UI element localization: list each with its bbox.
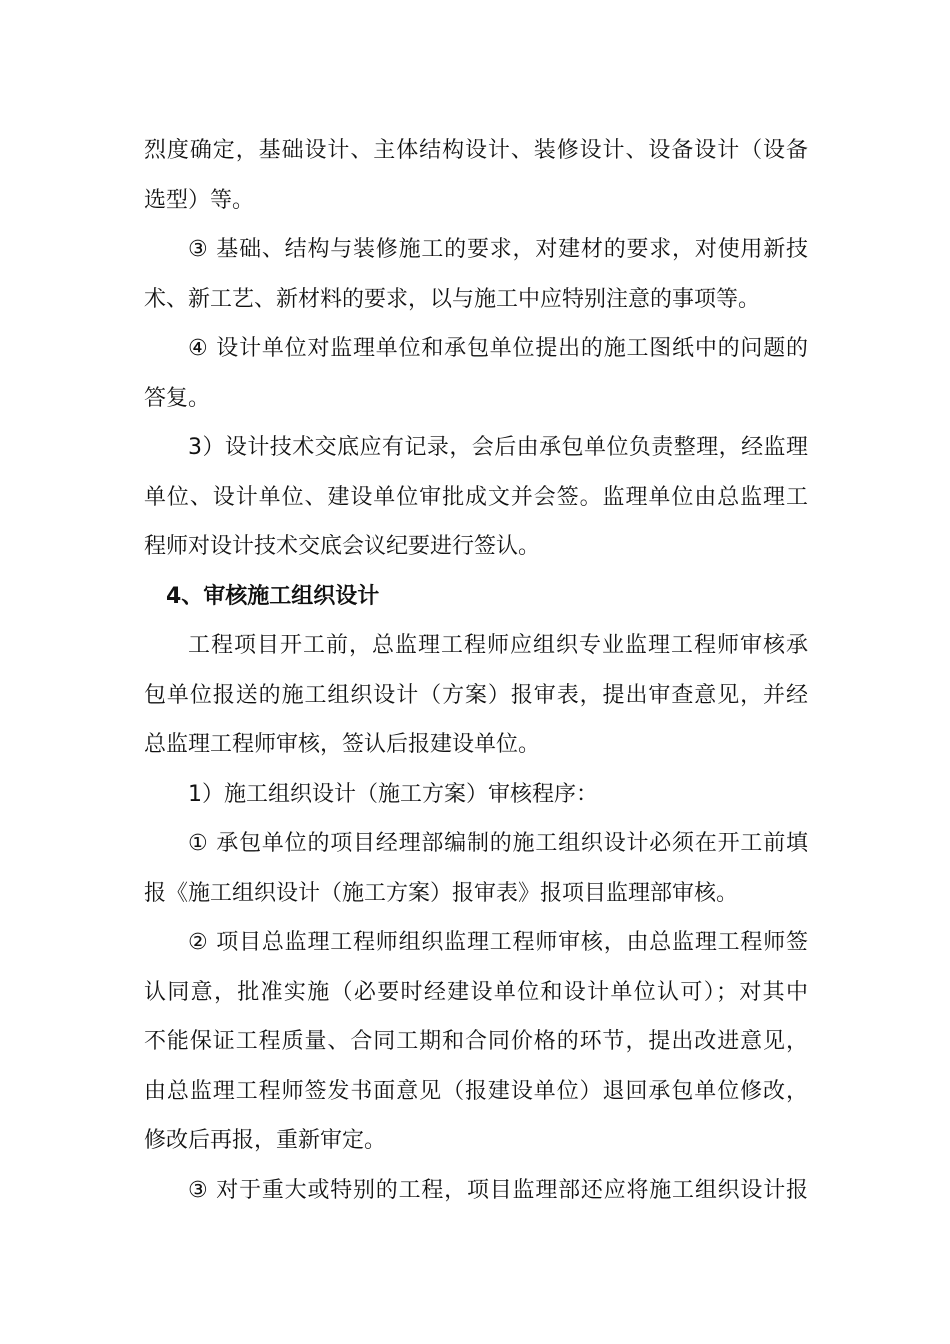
text-line: 报《施工组织设计（施工方案）报审表》报项目监理部审核。 <box>144 880 739 906</box>
text-line: ③ 对于重大或特别的工程，项目监理部还应将施工组织设计报 <box>188 1177 808 1203</box>
text-line: ④ 设计单位对监理单位和承包单位提出的施工图纸中的问题的 <box>188 336 808 361</box>
text-line: 1）施工组织设计（施工方案）审核程序： <box>188 781 598 807</box>
text-line: ① 承包单位的项目经理部编制的施工组织设计必须在开工前填 <box>188 831 808 856</box>
text-line: ② 项目总监理工程师组织监理工程师审核，由总监理工程师签 <box>188 930 808 955</box>
text-line: 单位、设计单位、建设单位审批成文并会签。监理单位由总监理工 <box>144 484 808 510</box>
text-line: 包单位报送的施工组织设计（方案）报审表，提出审查意见，并经 <box>144 682 808 708</box>
section-heading: 4、审核施工组织设计 <box>166 583 380 609</box>
text-line: 程师对设计技术交底会议纪要进行签认。 <box>144 534 541 559</box>
text-line: 总监理工程师审核，签认后报建设单位。 <box>144 732 541 757</box>
text-line: 工程项目开工前，总监理工程师应组织专业监理工程师审核承 <box>188 633 808 658</box>
document-body <box>144 126 808 1215</box>
text-line: 选型）等。 <box>144 187 255 213</box>
text-line: 不能保证工程质量、合同工期和合同价格的环节，提出改进意见， <box>144 1029 808 1054</box>
text-line: 答复。 <box>144 385 211 411</box>
text-line: 术、新工艺、新材料的要求，以与施工中应特别注意的事项等。 <box>144 286 761 312</box>
text-line: 3）设计技术交底应有记录，会后由承包单位负责整理，经监理 <box>188 435 808 460</box>
text-line: 由总监理工程师签发书面意见（报建设单位）退回承包单位修改， <box>144 1078 808 1104</box>
text-line: 烈度确定，基础设计、主体结构设计、装修设计、设备设计（设备 <box>144 138 808 163</box>
text-line: ③ 基础、结构与装修施工的要求，对建材的要求，对使用新技 <box>188 237 808 262</box>
text-line: 修改后再报，重新审定。 <box>144 1128 387 1153</box>
text-line: 认同意，批准实施（必要时经建设单位和设计单位认可）；对其中 <box>144 979 808 1005</box>
